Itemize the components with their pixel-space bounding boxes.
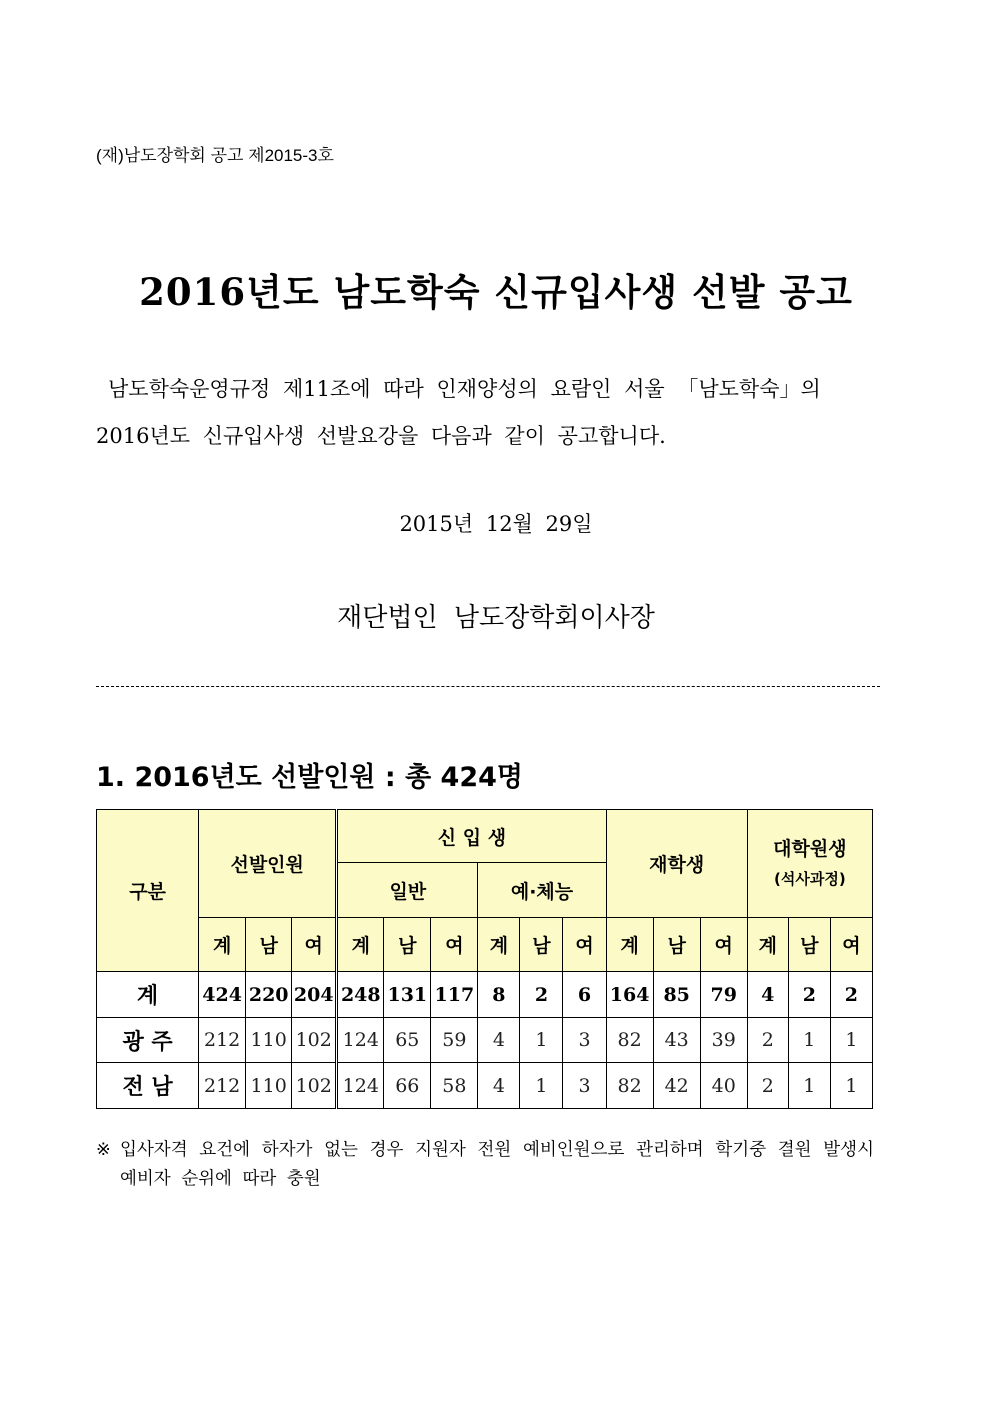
- table-cell: 42: [653, 1063, 700, 1109]
- table-cell: 220: [246, 972, 292, 1018]
- subheader-cell: 계: [199, 918, 246, 972]
- header-freshmen: 신 입 생: [337, 810, 606, 863]
- table-cell: 1: [830, 1063, 872, 1109]
- table-cell: 4: [747, 972, 788, 1018]
- table-cell: 1: [788, 1018, 830, 1063]
- table-cell: 82: [606, 1018, 653, 1063]
- table-cell: 4: [478, 1018, 520, 1063]
- subheader-cell: 계: [337, 918, 384, 972]
- subheader-cell: 계: [606, 918, 653, 972]
- table-cell: 1: [520, 1018, 563, 1063]
- subheader-cell: 남: [788, 918, 830, 972]
- table-cell: 1: [830, 1018, 872, 1063]
- table-cell: 117: [431, 972, 478, 1018]
- table-cell: 39: [700, 1018, 747, 1063]
- subheader-cell: 남: [384, 918, 431, 972]
- table-cell: 4: [478, 1063, 520, 1109]
- table-cell: 248: [337, 972, 384, 1018]
- announcement-date: 2015년 12월 29일: [399, 512, 593, 536]
- intro-line-1: 남도학숙운영규정 제11조에 따라 인재양성의 요람인 서울 「남도학숙」의: [108, 377, 821, 401]
- table-header-row-1: [97, 810, 873, 863]
- table-cell: 1: [788, 1063, 830, 1109]
- row-label: 계: [97, 972, 199, 1018]
- section-heading: 1. 2016년도 선발인원 : 총 424명: [96, 762, 524, 793]
- header-grad-note: (석사과정): [774, 869, 846, 888]
- table-cell: 124: [337, 1018, 384, 1063]
- subheader-cell: 여: [292, 918, 337, 972]
- table-cell: 102: [292, 1063, 337, 1109]
- table-cell: 65: [384, 1018, 431, 1063]
- header-general: 일반: [337, 863, 478, 918]
- intro-line-2: 2016년도 신규입사생 선발요강을 다음과 같이 공고합니다.: [96, 424, 666, 448]
- header-grad: [747, 810, 872, 918]
- subheader-cell: 계: [478, 918, 520, 972]
- table-cell: 3: [563, 1018, 606, 1063]
- table-row-total: [97, 972, 873, 1018]
- table-cell: 66: [384, 1063, 431, 1109]
- table-cell: 40: [700, 1063, 747, 1109]
- subheader-cell: 계: [747, 918, 788, 972]
- table-cell: 58: [431, 1063, 478, 1109]
- table-cell: 2: [747, 1018, 788, 1063]
- table-cell: 6: [563, 972, 606, 1018]
- footnote-text: 입사자격 요건에 하자가 없는 경우 지원자 전원 예비인원으로 관리하며 학기중 결원 발생시 예비자 순위에 따라 충원: [120, 1140, 874, 1189]
- header-grad-title: 대학원생: [773, 837, 847, 860]
- table-cell: 2: [747, 1063, 788, 1109]
- table-cell: 82: [606, 1063, 653, 1109]
- table-cell: 2: [830, 972, 872, 1018]
- table-cell: 110: [246, 1018, 292, 1063]
- table-cell: 424: [199, 972, 246, 1018]
- page-title: 2016년도 남도학숙 신규입사생 선발 공고: [139, 270, 853, 314]
- subheader-cell: 남: [520, 918, 563, 972]
- table-cell: 212: [199, 1063, 246, 1109]
- header-selection: 선발인원: [199, 810, 337, 918]
- intro-paragraph: [96, 366, 886, 460]
- table-cell: 212: [199, 1018, 246, 1063]
- table-cell: 2: [520, 972, 563, 1018]
- header-arts: 예·체능: [478, 863, 606, 918]
- table-cell: 8: [478, 972, 520, 1018]
- table-cell: 1: [520, 1063, 563, 1109]
- table-cell: 164: [606, 972, 653, 1018]
- subheader-cell: 여: [563, 918, 606, 972]
- subheader-cell: 여: [431, 918, 478, 972]
- subheader-cell: 남: [246, 918, 292, 972]
- reference-mark-icon: ※: [96, 1140, 111, 1160]
- table-cell: 110: [246, 1063, 292, 1109]
- table-cell: 79: [700, 972, 747, 1018]
- table-row-jeonnam: [97, 1063, 873, 1109]
- table-cell: 2: [788, 972, 830, 1018]
- table-cell: 131: [384, 972, 431, 1018]
- quota-table: [96, 809, 873, 1109]
- header-category: 구분: [97, 810, 199, 972]
- table-cell: 43: [653, 1018, 700, 1063]
- header-enrolled: 재학생: [606, 810, 747, 918]
- table-row-gwangju: [97, 1018, 873, 1063]
- row-label: 광 주: [97, 1018, 199, 1063]
- issuer-name: 재단법인 남도장학회이사장: [337, 603, 655, 633]
- table-subheader-row: [97, 918, 873, 972]
- table-cell: 85: [653, 972, 700, 1018]
- subheader-cell: 여: [830, 918, 872, 972]
- table-cell: 102: [292, 1018, 337, 1063]
- subheader-cell: 남: [653, 918, 700, 972]
- row-label: 전 남: [97, 1063, 199, 1109]
- subheader-cell: 여: [700, 918, 747, 972]
- table-cell: 59: [431, 1018, 478, 1063]
- table-cell: 124: [337, 1063, 384, 1109]
- notice-number: (재)남도장학회 공고 제2015-3호: [96, 146, 334, 165]
- table-cell: 204: [292, 972, 337, 1018]
- footnote: [96, 1136, 874, 1194]
- table-cell: 3: [563, 1063, 606, 1109]
- dashed-divider: [96, 686, 880, 687]
